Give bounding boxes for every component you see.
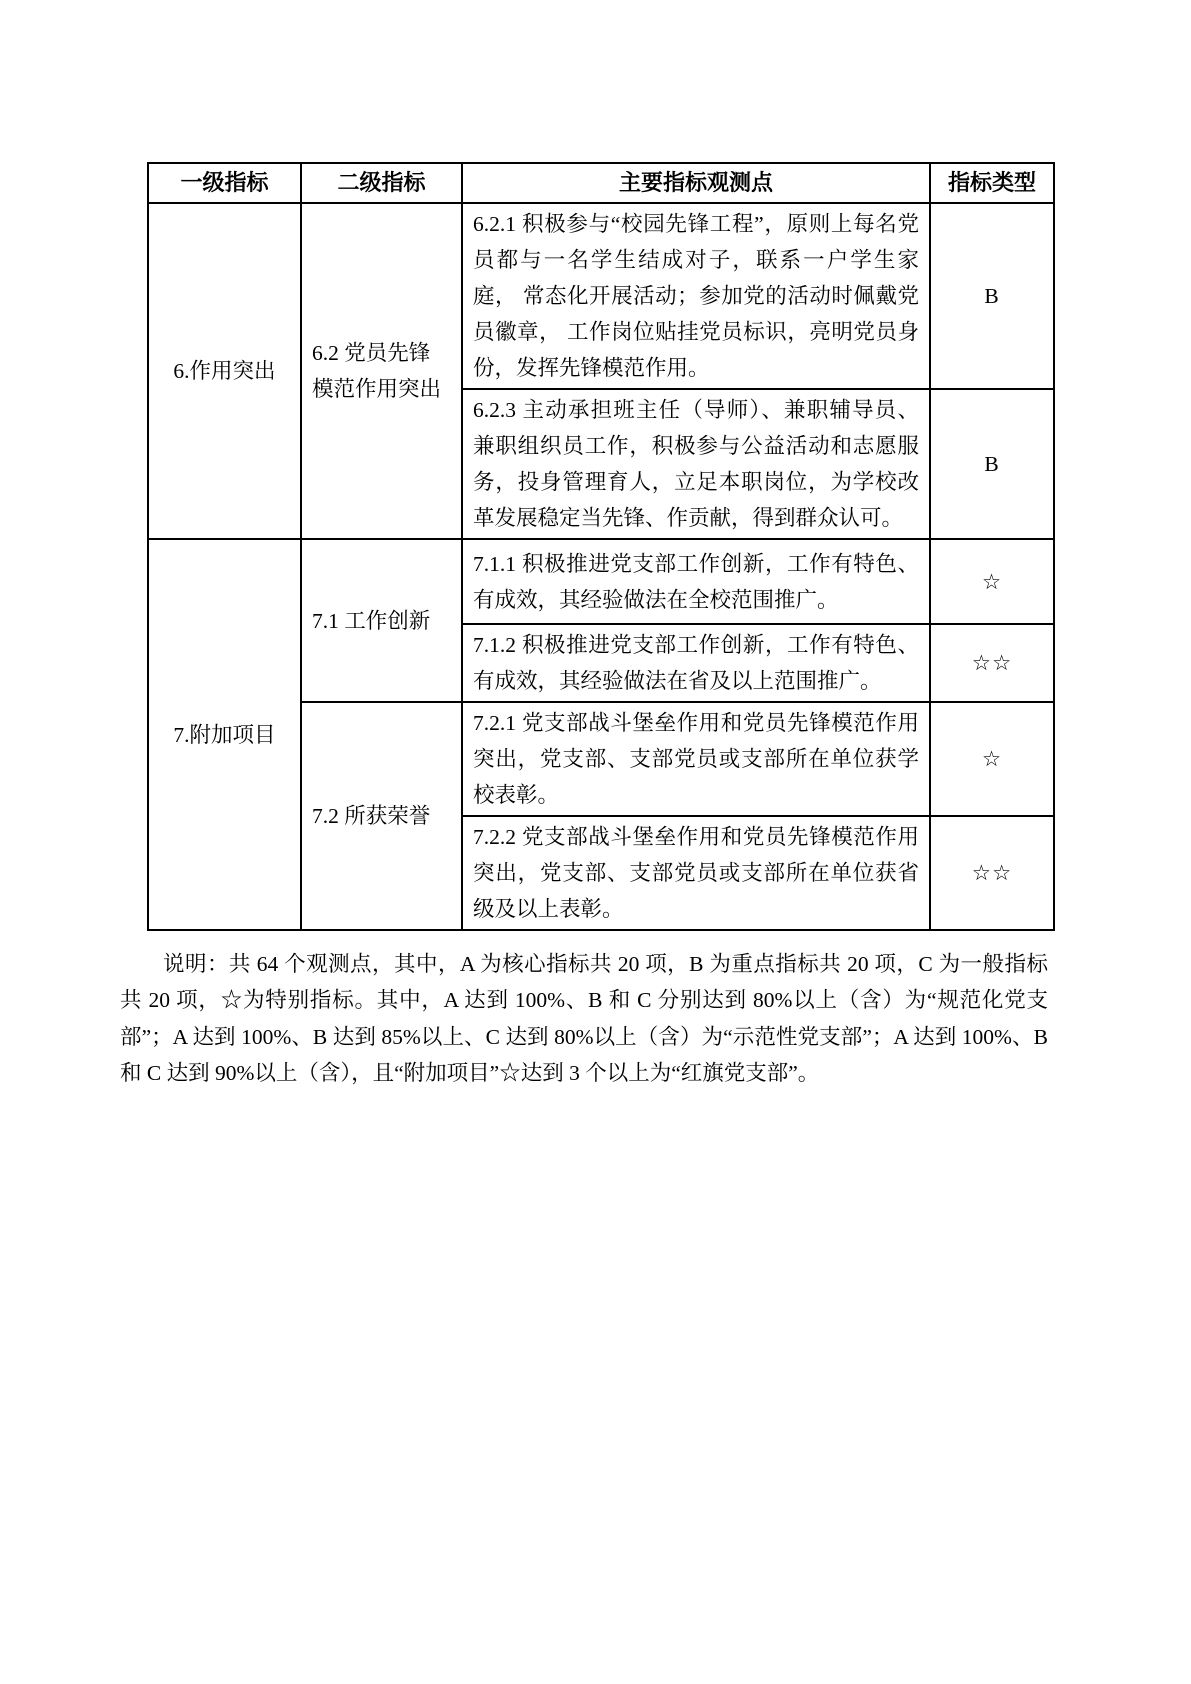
cell-obs-6-2-3: 6.2.3 主动承担班主任（导师）、兼职辅导员、兼职组织员工作，积极参与公益活动和志愿服务，投身管理育人，立足本职岗位，为学校改革发展稳定当先锋、作贡献，得到群众认可。 (462, 389, 930, 539)
cell-type-7-1-1: ☆ (930, 539, 1054, 624)
note-paragraph: 说明：共 64 个观测点，其中，A 为核心指标共 20 项，B 为重点指标共 20 项，C 为一般指标共 20 项，☆为特别指标。其中，A 达到 100%、B 和 C 分别达到 80%以上（含）为“规范化党支部”；A 达到 100%、B 达到 85%以上、C 达到 80%以上（含）为“示范性党支部”；A 达到 100%、B 和 C 达到 90%以上（含），且“附加项目”☆达到 3 个以上为“红旗党支部”。 (120, 951, 1048, 1085)
cell-type-7-1-2: ☆☆ (930, 624, 1054, 702)
cell-level1-6: 6.作用突出 (148, 203, 301, 539)
col-header-type: 指标类型 (930, 163, 1054, 203)
table-row (148, 539, 1054, 624)
cell-level2-6-2: 6.2 党员先锋模范作用突出 (301, 203, 462, 539)
cell-type-6-2-1: B (930, 203, 1054, 389)
cell-obs-7-2-2: 7.2.2 党支部战斗堡垒作用和党员先锋模范作用突出，党支部、支部党员或支部所在单位获省级及以上表彰。 (462, 816, 930, 930)
cell-obs-7-1-1: 7.1.1 积极推进党支部工作创新，工作有特色、有成效，其经验做法在全校范围推广。 (462, 539, 930, 624)
cell-type-7-2-1: ☆ (930, 702, 1054, 816)
col-header-observation: 主要指标观测点 (462, 163, 930, 203)
cell-level2-7-1: 7.1 工作创新 (301, 539, 462, 702)
cell-obs-7-1-2: 7.1.2 积极推进党支部工作创新，工作有特色、有成效，其经验做法在省及以上范围推广。 (462, 624, 930, 702)
cell-level1-7: 7.附加项目 (148, 539, 301, 930)
indicator-table (147, 162, 1055, 931)
cell-level2-7-2: 7.2 所获荣誉 (301, 702, 462, 930)
cell-type-7-2-2: ☆☆ (930, 816, 1054, 930)
col-header-level2: 二级指标 (301, 163, 462, 203)
table-row (148, 203, 1054, 389)
col-header-level1: 一级指标 (148, 163, 301, 203)
table-header-row (148, 163, 1054, 203)
cell-obs-6-2-1: 6.2.1 积极参与“校园先锋工程”，原则上每名党员都与一名学生结成对子，联系一户学生家庭， 常态化开展活动；参加党的活动时佩戴党员徽章， 工作岗位贴挂党员标识，亮明党员身份，发挥先锋模范作用。 (462, 203, 930, 389)
cell-type-6-2-3: B (930, 389, 1054, 539)
cell-obs-7-2-1: 7.2.1 党支部战斗堡垒作用和党员先锋模范作用突出，党支部、支部党员或支部所在单位获学校表彰。 (462, 702, 930, 816)
